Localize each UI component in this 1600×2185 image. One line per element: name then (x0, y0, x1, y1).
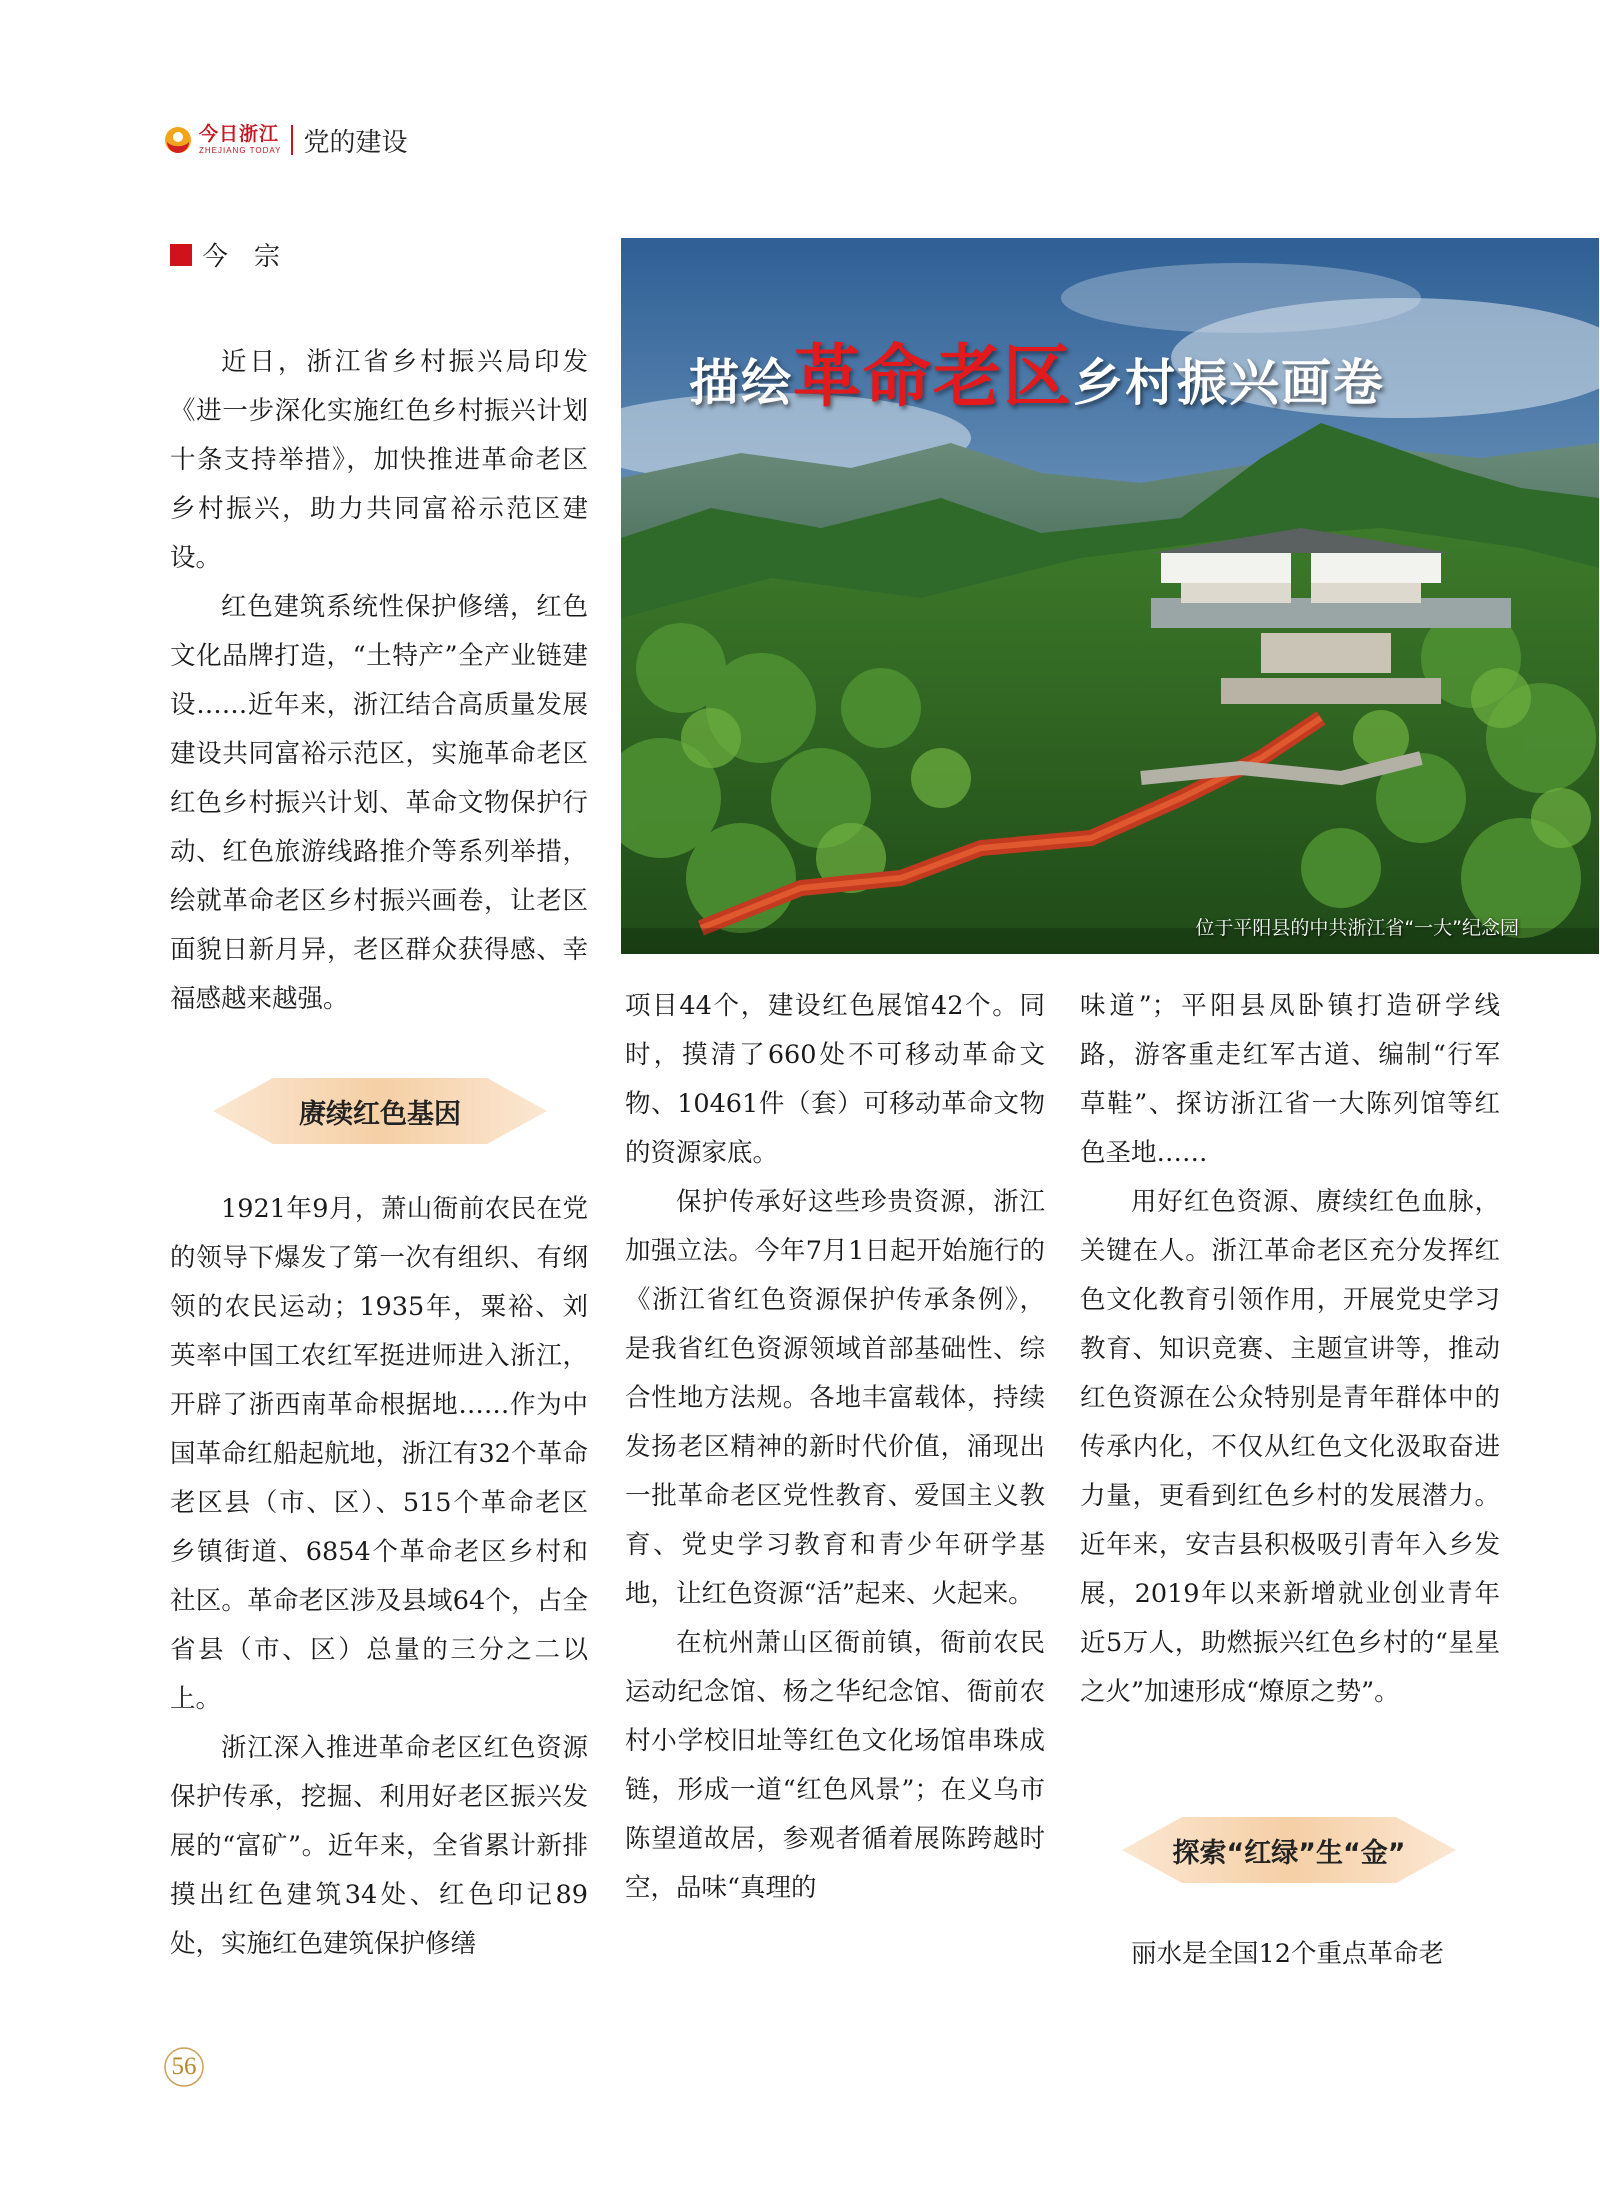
paragraph: 保护传承好这些珍贵资源，浙江加强立法。今年7月1日起开始施行的《浙江省红色资源保护传承条例》，是我省红色资源领域首部基础性、综合性地方法规。各地丰富载体，持续发扬老区精神的新时代价值，涌现出一批革命老区党性教育、爱国主义教育、党史学习教育和青少年研学基地，让红色资源“活”起来、火起来。 (625, 1187, 1045, 1609)
paragraph: 项目44个，建设红色展馆42个。同时，摸清了660处不可移动革命文物、10461件（套）可移动革命文物的资源家底。 (625, 991, 1045, 1168)
magazine-header (163, 120, 407, 160)
subheading-text: 探索“红绿”生“金” (1172, 1837, 1406, 1869)
article-title (689, 323, 1385, 420)
header-divider (291, 125, 293, 155)
subheading-1 (213, 1078, 547, 1144)
title-suffix: 乡村振兴画卷 (1073, 354, 1386, 412)
subheading-text: 赓续红色基因 (299, 1098, 461, 1130)
paragraph: 味道”；平阳县凤卧镇打造研学线路，游客重走红军古道、编制“行军草鞋”、探访浙江省一大陈列馆等红色圣地…… (1080, 991, 1500, 1168)
author-name: 今 宗 (202, 242, 281, 272)
paragraph: 1921年9月，萧山衙前农民在党的领导下爆发了第一次有组织、有纲领的农民运动；1935年，粟裕、刘英率中国工农红军挺进师进入浙江，开辟了浙西南革命根据地……作为中国革命红船起航地，浙江有32个革命老区县（市、区）、515个革命老区乡镇街道、6854个革命老区乡村和社区。革命老区涉及县域64个，占全省县（市、区）总量的三分之二以上。 (170, 1194, 588, 1714)
magazine-logo-icon (163, 125, 193, 155)
title-prefix: 描绘 (689, 354, 793, 412)
column-1-body (170, 1185, 588, 1969)
paragraph: 浙江深入推进革命老区红色资源保护传承，挖掘、利用好老区振兴发展的“富矿”。近年来，全省累计新排摸出红色建筑34处、红色印记89处，实施红色建筑保护修缮 (170, 1733, 588, 1959)
author-byline (170, 236, 280, 273)
paragraph: 在杭州萧山区衙前镇，衙前农民运动纪念馆、杨之华纪念馆、衙前农村小学校旧址等红色文化场馆串珠成链，形成一道“红色风景”；在义乌市陈望道故居，参观者循着展陈跨越时空，品味“真理的 (625, 1628, 1045, 1903)
subheading-2 (1122, 1817, 1456, 1883)
paragraph: 用好红色资源、赓续红色血脉，关键在人。浙江革命老区充分发挥红色文化教育引领作用，开展党史学习教育、知识竞赛、主题宣讲等，推动红色资源在公众特别是青年群体中的传承内化，不仅从红色文化汲取奋进力量，更看到红色乡村的发展潜力。近年来，安吉县积极吸引青年入乡发展，2019年以来新增就业创业青年近5万人，助燃振兴红色乡村的“星星之火”加速形成“燎原之势”。 (1080, 1187, 1500, 1707)
column-3-continuation (1080, 1930, 1500, 1979)
paragraph: 近日，浙江省乡村振兴局印发《进一步深化实施红色乡村振兴计划十条支持举措》，加快推进革命老区乡村振兴，助力共同富裕示范区建设。 (170, 347, 588, 573)
page-number (162, 2045, 206, 2089)
logo-english-name: ZHEJIANG TODAY (199, 146, 282, 155)
logo-chinese-name: 今日浙江 (199, 123, 280, 145)
column-1-intro (170, 338, 588, 1024)
hero-photo (621, 238, 1599, 954)
section-title: 党的建设 (303, 127, 408, 158)
photo-caption: 位于平阳县的中共浙江省“一大”纪念园 (1195, 917, 1519, 939)
page-number-text: 56 (171, 2053, 197, 2080)
column-2-body (625, 982, 1045, 1913)
column-3-body (1080, 982, 1500, 1717)
paragraph: 红色建筑系统性保护修缮，红色文化品牌打造，“土特产”全产业链建设……近年来，浙江结合高质量发展建设共同富裕示范区，实施革命老区红色乡村振兴计划、革命文物保护行动、红色旅游线路推介等系列举措，绘就革命老区乡村振兴画卷，让老区面貌日新月异，老区群众获得感、幸福感越来越强。 (170, 592, 588, 1014)
red-square-icon (170, 244, 192, 266)
title-highlight: 革命老区 (793, 338, 1074, 417)
magazine-logo-text (199, 125, 281, 155)
paragraph: 丽水是全国12个重点革命老 (1131, 1939, 1444, 1969)
